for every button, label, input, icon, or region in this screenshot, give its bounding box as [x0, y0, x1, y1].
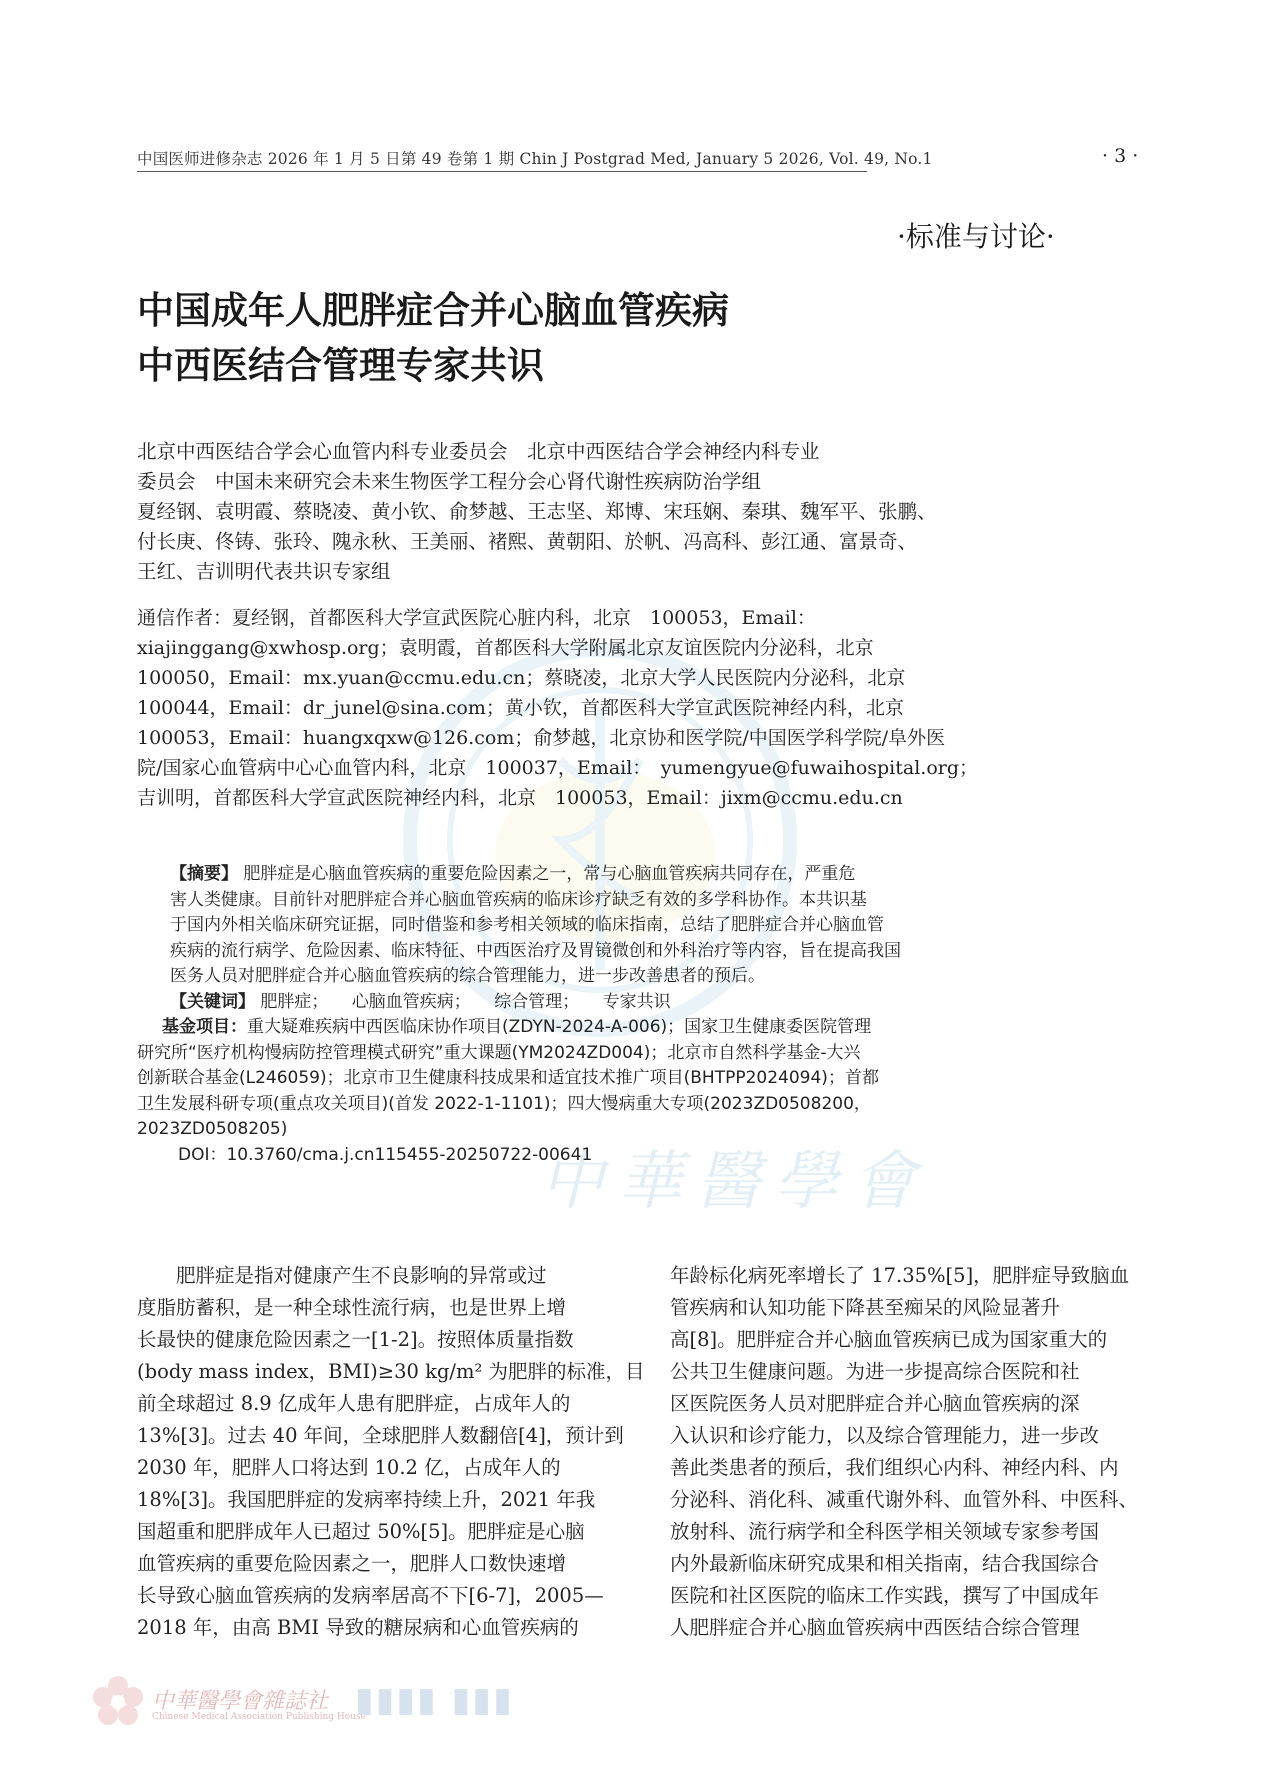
body-line: 2018 年，由高 BMI 导致的糖尿病和心血管疾病的 [137, 1616, 579, 1639]
header-rule [137, 171, 867, 172]
abstract-label: 【摘要】 [170, 864, 238, 884]
correspondence-block [137, 603, 979, 813]
abstract-block [137, 862, 935, 1168]
abstract-line: 害人类健康。目前针对肥胖症合并心脑血管疾病的临床诊疗缺乏有效的多学科协作。本共识基 [170, 889, 867, 910]
running-header: 中国医师进修杂志 2026 年 1 月 5 日第 49 卷第 1 期 Chin J Postgrad Med, January 5 2026, Vol. 49, No.1 [137, 150, 933, 168]
body-column-left [137, 1260, 645, 1644]
watermark-text: 中華醫學會 [540, 1145, 930, 1219]
correspondence-line: 通信作者：夏经钢，首都医科大学宣武医院心脏内科，北京 100053，Email： [137, 607, 816, 629]
funding-line: 2023ZD0508205) [137, 1119, 288, 1139]
body-line: 13%[3]。过去 40 年间，全球肥胖人数翻倍[4]，预计到 [137, 1424, 624, 1447]
keyword: 综合管理； [494, 991, 580, 1012]
author-line: 王红、吉训明代表共识专家组 [137, 560, 391, 583]
correspondence-line: xiajinggang@xwhosp.org；袁明霞，首都医科大学附属北京友谊医院内分泌科，北京 [137, 637, 874, 659]
body-line: 管疾病和认知功能下降甚至痴呆的风险显著升 [670, 1296, 1061, 1319]
author-line: 付长庚、佟铸、张玲、隗永秋、王美丽、褚熙、黄朝阳、於帆、冯高科、彭江通、富景奇、 [137, 530, 918, 553]
page-number: · 3 · [1102, 145, 1139, 167]
keyword: 肥胖症； [260, 991, 329, 1012]
body-line: 入认识和诊疗能力，以及综合管理能力，进一步改 [670, 1424, 1100, 1447]
body-line: 医院和社区医院的临床工作实践，撰写了中国成年 [670, 1584, 1100, 1607]
funding-line: 卫生发展科研专项(重点攻关项目)(首发 2022-1-1101)；四大慢病重大专项(2023ZD0508200， [137, 1093, 871, 1114]
body-line: 区医院医务人员对肥胖症合并心脑血管疾病的深 [670, 1392, 1080, 1415]
body-line: 公共卫生健康问题。为进一步提高综合医院和社 [670, 1360, 1080, 1383]
abstract-line: 疾病的流行病学、危险因素、临床特征、中西医治疗及胃镜微创和外科治疗等内容，旨在提高我国 [170, 940, 901, 961]
abstract-line: 医务人员对肥胖症合并心脑血管疾病的综合管理能力，进一步改善患者的预后。 [170, 966, 765, 986]
body-column-right [670, 1260, 1150, 1644]
body-line: 人肥胖症合并心脑血管疾病中西医结合综合管理 [670, 1616, 1080, 1639]
section-label: ·标准与讨论· [897, 220, 1055, 253]
body-line: 2030 年，肥胖人口将达到 10.2 亿，占成年人的 [137, 1456, 561, 1479]
body-line: 度脂肪蓄积，是一种全球性流行病，也是世界上增 [137, 1296, 567, 1319]
correspondence-line: 吉训明，首都医科大学宣武医院神经内科，北京 100053，Email：jixm@ccmu.edu.cn [137, 787, 903, 809]
funding-label: 基金项目： [162, 1017, 247, 1037]
keyword: 心脑血管疾病； [351, 991, 471, 1012]
author-line: 夏经钢、袁明霞、蔡晓凌、黄小钦、俞梦越、王志坚、郑博、宋珏娴、秦琪、魏军平、张鹏、 [137, 500, 937, 523]
abstract-line: 于国内外相关临床研究证据，同时借鉴和参考相关领域的临床指南，总结了肥胖症合并心脑血管 [170, 915, 884, 935]
body-line: 年龄标化病死率增长了 17.35%[5]，肥胖症导致脑血 [670, 1264, 1130, 1287]
body-line: 国超重和肥胖成年人已超过 50%[5]。肥胖症是心脑 [137, 1520, 585, 1543]
keywords-label: 【关键词】 [170, 991, 255, 1012]
title-line: 中国成年人肥胖症合并心脑血管疾病 [137, 289, 729, 332]
author-line: 北京中西医结合学会心血管内科专业委员会 北京中西医结合学会神经内科专业 [137, 440, 820, 463]
funding-line: 创新联合基金(L246059)；北京市卫生健康科技成果和适宜技术推广项目(BHTPP2024094)；首都 [137, 1068, 879, 1088]
body-line: 长最快的健康危险因素之一[1-2]。按照体质量指数 [137, 1328, 574, 1351]
funding-line: 研究所“医疗机构慢病防控管理模式研究”重大课题(YM2024ZD004)；北京市自然科学基金-大兴 [137, 1042, 861, 1063]
body-line: 高[8]。肥胖症合并心脑血管疾病已成为国家重大的 [670, 1328, 1108, 1351]
author-block [137, 437, 937, 587]
publisher-name: 中華醫學會雜誌社 [152, 1689, 329, 1714]
publisher-name-en: Chinese Medical Association Publishing House [152, 1712, 366, 1722]
article-title [137, 283, 729, 393]
correspondence-line: 100053，Email：huangxqxw@126.com；俞梦越，北京协和医学院/中国医学科学院/阜外医 [137, 727, 946, 749]
correspondence-line: 100044，Email：dr_junel@sina.com；黄小钦，首都医科大学宣武医院神经内科，北京 [137, 697, 904, 719]
title-line: 中西医结合管理专家共识 [137, 344, 544, 387]
funding-line: 基金项目：重大疑难疾病中西医临床协作项目(ZDYN-2024-A-006)；国家卫生健康委医院管理 [162, 1017, 872, 1037]
body-line: 善此类患者的预后，我们组织心内科、神经内科、内 [670, 1456, 1119, 1479]
body-line: (body mass index，BMI)≥30 kg/m² 为肥胖的标准，目 [137, 1360, 645, 1383]
body-line: 内外最新临床研究成果和相关指南，结合我国综合 [670, 1552, 1100, 1575]
body-line: 前全球超过 8.9 亿成年人患有肥胖症，占成年人的 [137, 1392, 571, 1415]
doi: DOI：10.3760/cma.j.cn115455-20250722-00641 [178, 1144, 593, 1165]
correspondence-line: 院/国家心血管病中心心血管内科，北京 100037，Email： yumengyue@fuwaihospital.org； [137, 757, 979, 779]
publisher-brand-logo: ▮▮▮▮ ▮▮▮ [355, 1680, 514, 1720]
body-line: 放射科、流行病学和全科医学相关领域专家参考国 [670, 1520, 1100, 1543]
body-line: 18%[3]。我国肥胖症的发病率持续上升，2021 年我 [137, 1488, 596, 1511]
body-line: 肥胖症是指对健康产生不良影响的异常或过 [137, 1264, 547, 1287]
publisher-flower-icon [88, 1672, 148, 1732]
body-line: 血管疾病的重要危险因素之一，肥胖人口数快速增 [137, 1552, 567, 1575]
body-line: 分泌科、消化科、减重代谢外科、血管外科、中医科、 [670, 1488, 1139, 1511]
body-line: 长导致心脑血管疾病的发病率居高不下[6-7]，2005— [137, 1584, 604, 1607]
abstract-line: 【摘要】 肥胖症是心脑血管疾病的重要危险因素之一，常与心脑血管疾病共同存在，严重危 [170, 864, 856, 884]
correspondence-line: 100050，Email：mx.yuan@ccmu.edu.cn；蔡晓凌，北京大学人民医院内分泌科，北京 [137, 667, 906, 689]
author-line: 委员会 中国未来研究会未来生物医学工程分会心肾代谢性疾病防治学组 [137, 470, 762, 493]
keywords-line [170, 990, 935, 1016]
keyword: 专家共识 [602, 991, 671, 1012]
